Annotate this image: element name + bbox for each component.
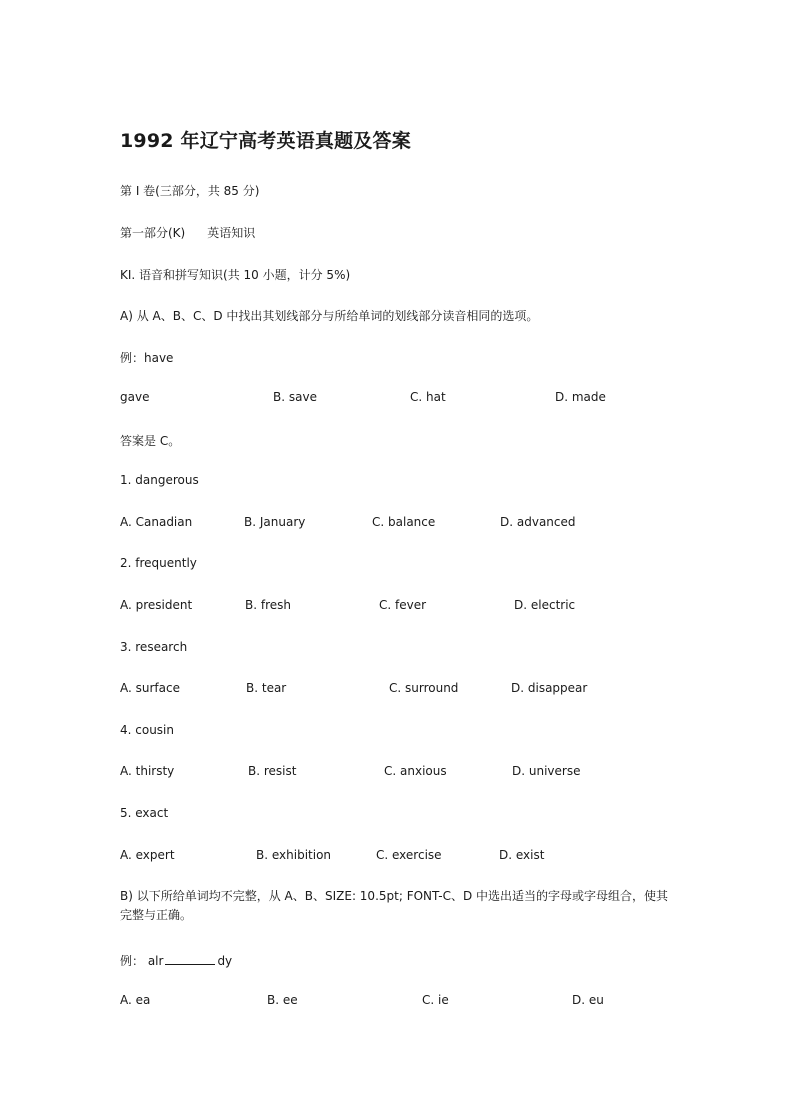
question-stem: 2. frequently: [120, 556, 197, 570]
option-d: D. universe: [512, 764, 581, 778]
page-title: 1992 年辽宁高考英语真题及答案: [120, 130, 411, 152]
option-d: D. disappear: [511, 681, 588, 695]
options-row: [0, 848, 790, 866]
option-c: C. anxious: [384, 764, 447, 778]
option-a: gave: [120, 390, 150, 404]
question-stem: 4. cousin: [120, 723, 174, 737]
instruction-b: B) 以下所给单词均不完整，从 A、B、SIZE: 10.5pt; FONT-C、D 中选出适当的字母或字母组合，使其完整与正确。: [120, 889, 669, 922]
option-b: B. exhibition: [256, 848, 332, 862]
option-c: C. ie: [422, 993, 449, 1007]
option-c: C. balance: [372, 515, 436, 529]
example-b-suffix: dy: [217, 954, 233, 968]
part-label: 第一部分(K): [120, 226, 186, 240]
options-row: [0, 681, 790, 699]
options-row: [0, 764, 790, 782]
option-b: B. tear: [246, 681, 287, 695]
option-d: D. eu: [572, 993, 604, 1007]
option-a: A. thirsty: [120, 764, 175, 778]
example-label: 例：have: [120, 351, 174, 365]
part-heading: [120, 224, 255, 241]
example-answer: 答案是 C。: [120, 434, 181, 448]
option-a: A. expert: [120, 848, 175, 862]
question-stem: 3. research: [120, 640, 188, 654]
options-row: [0, 598, 790, 616]
option-d: D. advanced: [500, 515, 576, 529]
question-stem: 1. dangerous: [120, 473, 199, 487]
option-d: D. exist: [499, 848, 545, 862]
option-c: C. surround: [389, 681, 459, 695]
instruction-a: A) 从 A、B、C、D 中找出其划线部分与所给单词的划线部分读音相同的选项。: [120, 309, 539, 323]
example-b-options-row: [0, 993, 790, 1011]
example-options-row: [0, 390, 790, 408]
example-b-prefix: 例： alr: [120, 954, 164, 968]
option-b: B. save: [273, 390, 317, 404]
option-b: B. ee: [267, 993, 298, 1007]
option-d: D. electric: [514, 598, 576, 612]
option-b: B. resist: [248, 764, 297, 778]
option-b: B. January: [244, 515, 306, 529]
question-stem: 5. exact: [120, 806, 169, 820]
option-c: C. fever: [379, 598, 427, 612]
options-row: [0, 515, 790, 533]
part-name: 英语知识: [207, 226, 256, 240]
volume-heading: 第 I 卷(三部分，共 85 分): [120, 184, 260, 198]
blank-line: [165, 954, 215, 965]
option-a: A. Canadian: [120, 515, 193, 529]
option-a: A. president: [120, 598, 193, 612]
option-b: B. fresh: [245, 598, 291, 612]
option-c: C. hat: [410, 390, 446, 404]
option-a: A. ea: [120, 993, 151, 1007]
example-b: [120, 952, 232, 969]
option-a: A. surface: [120, 681, 180, 695]
option-c: C. exercise: [376, 848, 442, 862]
section-heading: KI. 语音和拼写知识(共 10 小题，计分 5%): [120, 268, 351, 282]
option-d: D. made: [555, 390, 606, 404]
